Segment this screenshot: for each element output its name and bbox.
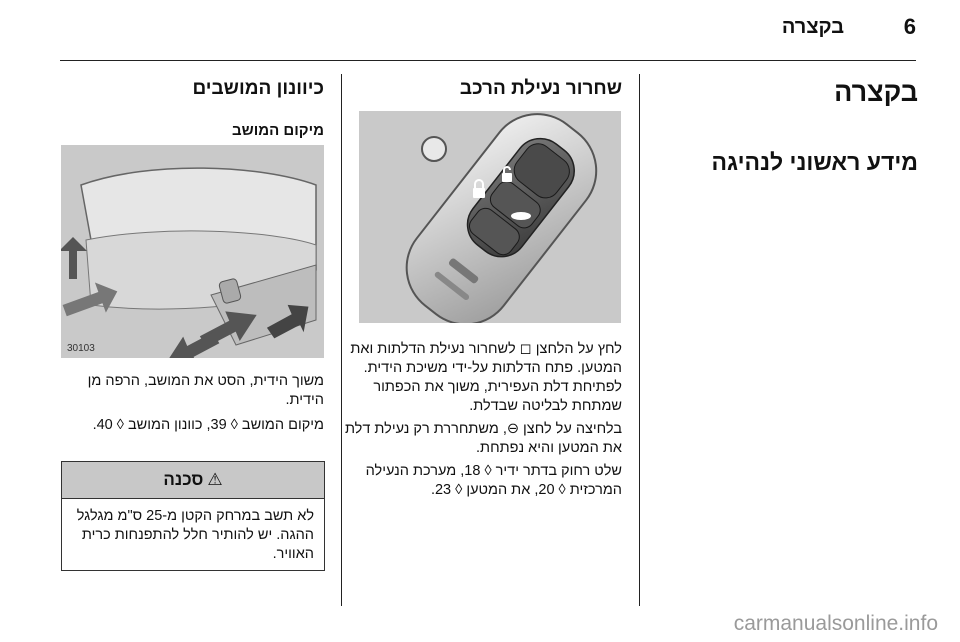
unlock-paragraph-2: בלחיצה על לחצן ⊖, משתחררת רק נעילת דלת את המטען והיא נפתחת. <box>344 421 622 456</box>
page-number: 6 <box>903 14 916 39</box>
danger-callout <box>61 461 325 571</box>
key-fob-drawing <box>359 111 621 323</box>
danger-callout-title: סכנה <box>163 470 204 489</box>
seat-figure-number: 30103 <box>67 343 95 354</box>
seat-column <box>62 78 324 140</box>
unlock-instructions <box>338 340 622 500</box>
danger-callout-text: לא תשב במרחק הקטן מ-25 ס"מ מגלגל ההגה. יש להותיר חלל להתפנחות כרית האוויר. <box>76 508 314 562</box>
intro-column <box>648 78 918 175</box>
seat-instructions <box>60 372 324 435</box>
danger-callout-header <box>62 462 324 499</box>
chapter-title: בקצרה <box>834 77 918 107</box>
column-divider-right <box>639 74 640 606</box>
warning-triangle-icon: ⚠ <box>207 470 223 489</box>
seat-subsection-title: מיקום המושב <box>232 121 324 139</box>
unlock-paragraph-3: שלט רחוק בדתר ידיר ◊ 18, מערכת הנעילה המרכזית ◊ 20, את המטען ◊ 23. <box>365 463 622 498</box>
seat-drawing <box>61 145 324 358</box>
section-title: מידע ראשוני לנהיגה <box>711 148 918 175</box>
unlock-column <box>354 78 622 101</box>
watermark: carmanualsonline.info <box>733 612 938 635</box>
header-rule <box>60 60 916 61</box>
seat-paragraph-2: מיקום המושב ◊ 39, כוונון המושב ◊ 40. <box>92 417 324 433</box>
seat-section-title: כיוונון המושבים <box>192 78 324 99</box>
seat-paragraph-1: משוך הידית, הסט את המושב, הרפה מן הידית. <box>87 373 324 408</box>
seat-adjust-illustration <box>61 145 324 358</box>
key-fob-illustration <box>359 111 621 323</box>
unlock-section-title: שחרור נעילת הרכב <box>459 78 622 99</box>
running-header-title: בקצרה <box>781 16 844 38</box>
unlock-paragraph-1: לחץ על הלחצן ◻ לשחרור נעילת הדלתות ואת המטען. פתח הדלתות על-ידי משיכת הידית. לפתיחת דלת העפירית, משוך את הכפתור שמתחת לבליטה שבדלת. <box>350 341 622 414</box>
